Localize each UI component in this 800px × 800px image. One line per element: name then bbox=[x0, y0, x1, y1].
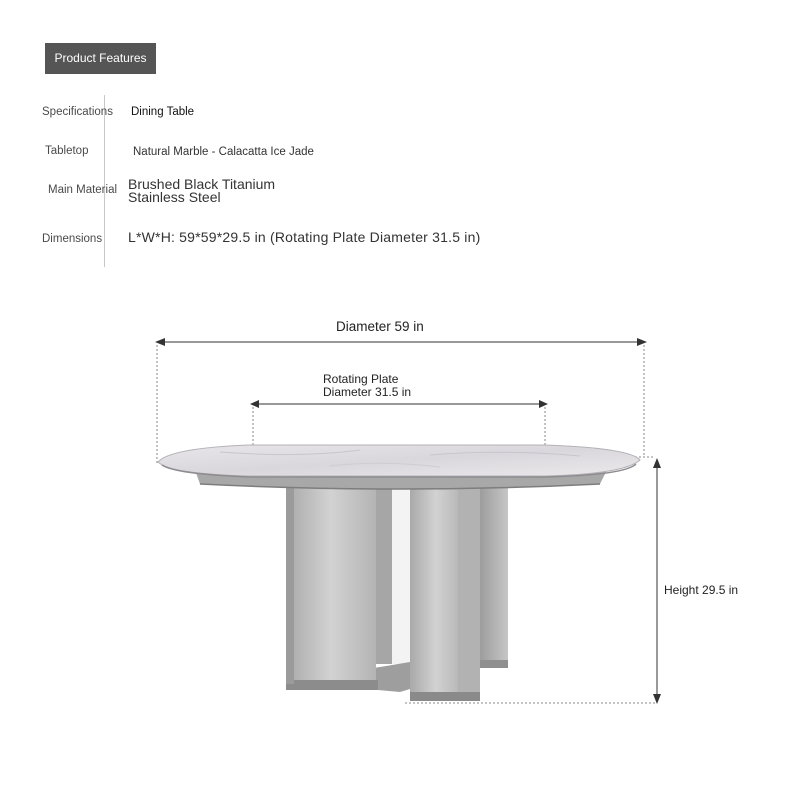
spec-value-dimensions: L*W*H: 59*59*29.5 in (Rotating Plate Diameter 31.5 in) bbox=[128, 229, 481, 245]
spec-value-main-material-line1: Brushed Black Titanium bbox=[128, 176, 276, 192]
dining-table-illustration bbox=[158, 445, 640, 701]
arrowhead-left-icon bbox=[155, 338, 165, 346]
spec-label-dimensions: Dimensions bbox=[42, 233, 103, 245]
spec-label-specifications: Specifications bbox=[42, 106, 113, 118]
spec-value-main-material-line2: Stainless Steel bbox=[128, 189, 221, 205]
rotating-plate-label-line1: Rotating Plate bbox=[323, 372, 399, 386]
arrowhead-left-icon bbox=[250, 400, 259, 408]
diameter-label: Diameter 59 in bbox=[336, 319, 424, 334]
arrowhead-right-icon bbox=[539, 400, 548, 408]
rotating-plate-label-line2: Diameter 31.5 in bbox=[323, 385, 412, 399]
height-label: Height 29.5 in bbox=[664, 583, 739, 597]
spec-value-tabletop: Natural Marble - Calacatta Ice Jade bbox=[133, 146, 314, 158]
spec-label-main-material: Main Material bbox=[48, 184, 118, 196]
spec-value-specifications: Dining Table bbox=[131, 106, 195, 118]
product-features-badge: Product Features bbox=[45, 43, 156, 74]
arrowhead-up-icon bbox=[653, 458, 661, 468]
arrowhead-right-icon bbox=[637, 338, 647, 346]
spec-label-tabletop: Tabletop bbox=[45, 145, 89, 157]
